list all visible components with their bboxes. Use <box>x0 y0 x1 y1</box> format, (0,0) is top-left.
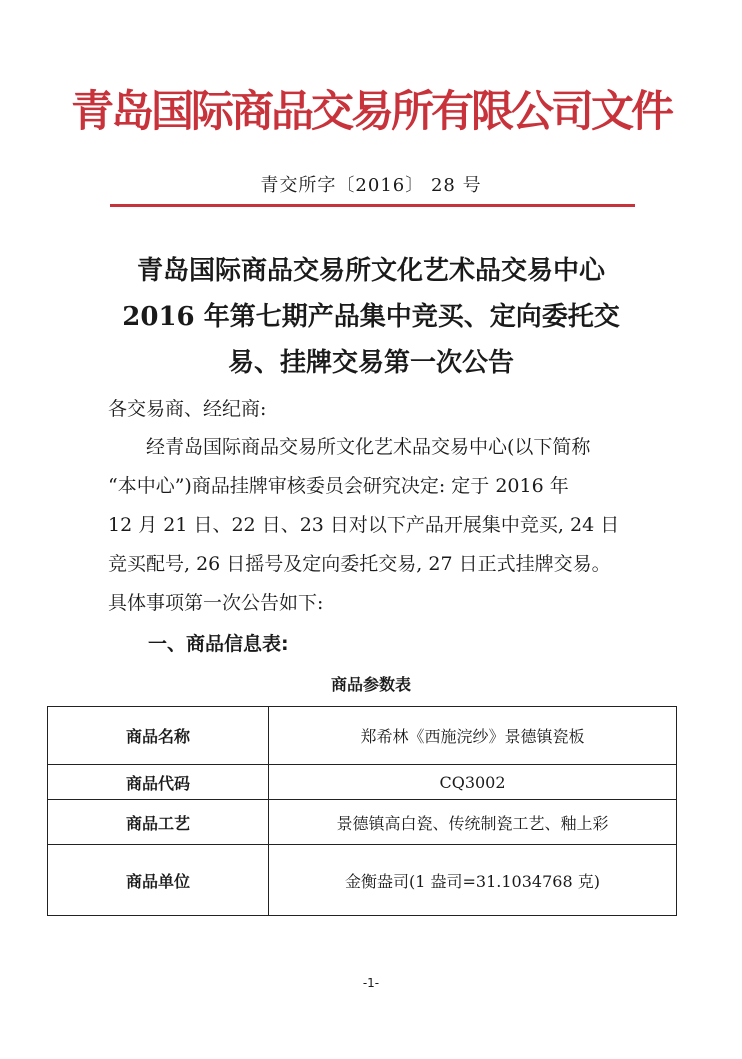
table-row <box>48 765 677 800</box>
row-value: 郑希林《西施浣纱》景德镇瓷板 <box>269 707 677 765</box>
table-row <box>48 800 677 845</box>
row-label: 商品代码 <box>48 765 269 800</box>
product-parameters-table <box>47 706 677 916</box>
row-label: 商品单位 <box>48 845 269 916</box>
row-value: 景德镇高白瓷、传统制瓷工艺、釉上彩 <box>269 800 677 845</box>
body-paragraph <box>108 428 638 623</box>
table-row <box>48 707 677 765</box>
title-line: 2016 年第七期产品集中竞买、定向委托交 <box>122 302 620 332</box>
letterhead-title: 青岛国际商品交易所有限公司文件 <box>71 87 671 137</box>
body-line: 具体事项第一次公告如下: <box>108 592 324 614</box>
body-line: “本中心”)商品挂牌审核委员会研究决定: 定于 2016 年 <box>108 475 569 497</box>
table-caption: 商品参数表 <box>330 675 411 694</box>
body-line: 12 月 21 日、22 日、23 日对以下产品开展集中竞买, 24 日 <box>108 514 620 536</box>
section-heading: 一、商品信息表: <box>148 633 289 655</box>
announcement-title <box>80 248 662 386</box>
red-divider <box>110 204 635 207</box>
title-line: 易、挂牌交易第一次公告 <box>227 348 514 378</box>
row-value: 金衡盎司(1 盎司=31.1034768 克) <box>269 845 677 916</box>
body-line: 竞买配号, 26 日摇号及定向委托交易, 27 日正式挂牌交易。 <box>108 553 611 575</box>
body-line: 经青岛国际商品交易所文化艺术品交易中心(以下简称 <box>146 436 591 458</box>
title-line: 青岛国际商品交易所文化艺术品交易中心 <box>136 256 605 286</box>
table-row <box>48 845 677 916</box>
row-label: 商品工艺 <box>48 800 269 845</box>
row-label: 商品名称 <box>48 707 269 765</box>
row-value: CQ3002 <box>269 765 677 800</box>
salutation: 各交易商、经纪商: <box>108 398 267 420</box>
document-number: 青交所字〔2016〕 28 号 <box>260 175 482 196</box>
page-number: -1- <box>362 976 380 990</box>
